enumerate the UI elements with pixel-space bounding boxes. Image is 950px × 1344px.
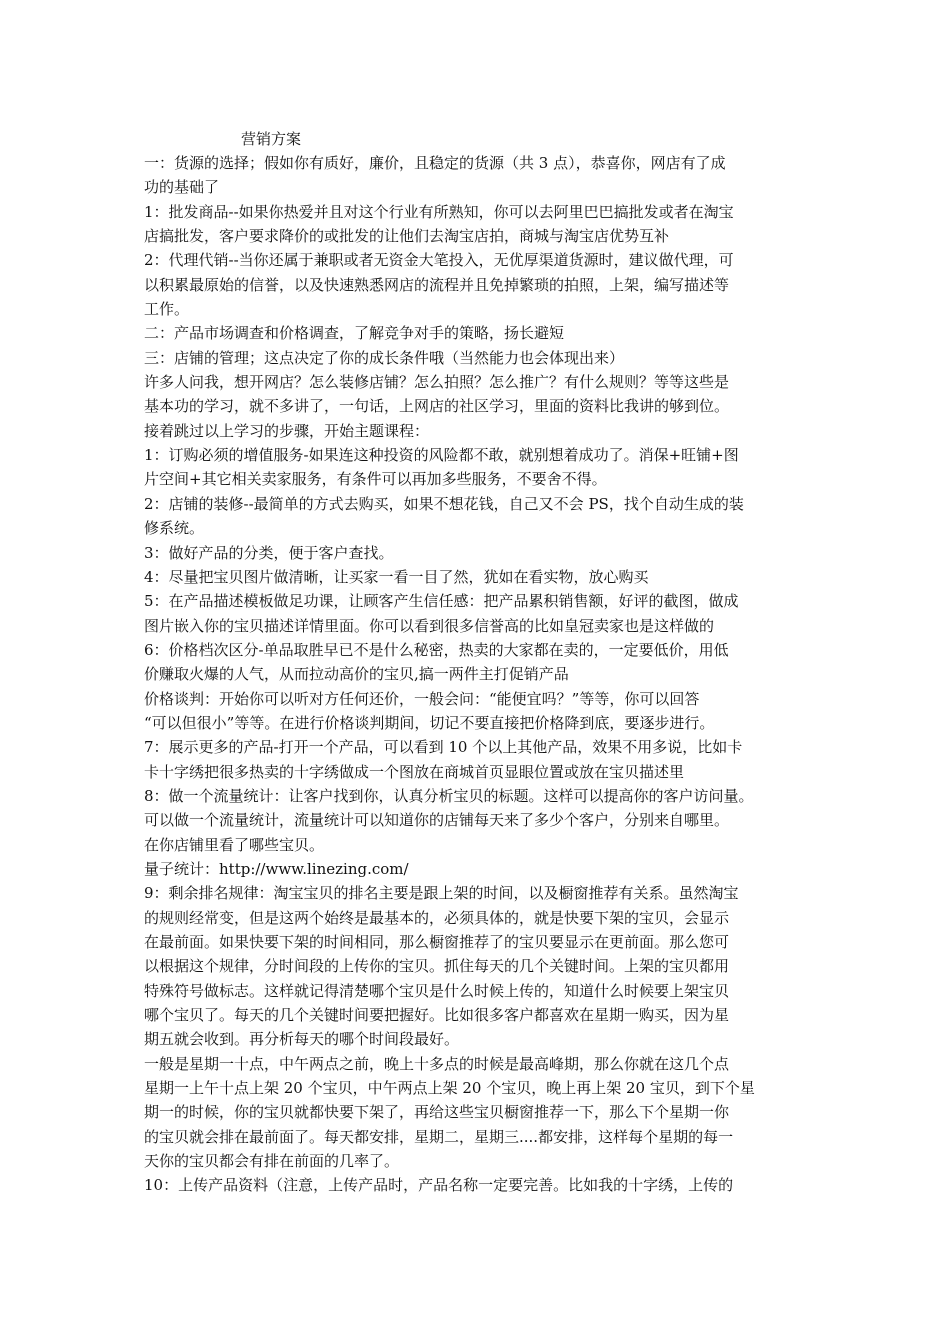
- text-line: 价格谈判：开始你可以听对方任何还价，一般会问：“能便宜吗？”等等，你可以回答: [144, 689, 700, 708]
- text-line: 哪个宝贝了。每天的几个关键时间要把握好。比如很多客户都喜欢在星期一购买，因为星: [144, 1006, 730, 1025]
- text-line: 二：产品市场调查和价格调查，了解竞争对手的策略，扬长避短: [144, 324, 565, 343]
- text-line: 功的基础了: [144, 178, 220, 197]
- text-line: 量子统计：http://www.linezing.com/: [144, 859, 409, 878]
- paragraph: [144, 248, 824, 321]
- text-line: 2：代理代销--当你还属于兼职或者无资金大笔投入，无优厚渠道货源时，建议做代理，可: [144, 251, 734, 270]
- paragraph: [144, 200, 824, 249]
- paragraph: [144, 443, 824, 492]
- paragraph: [144, 881, 824, 1051]
- text-line: 许多人问我，想开网店？怎么装修店铺？怎么拍照？怎么推广？有什么规则？等等这些是: [144, 373, 730, 392]
- paragraph: [144, 419, 824, 443]
- paragraph: [144, 638, 824, 687]
- paragraph: [144, 370, 824, 419]
- text-line: 6：价格档次区分-单品取胜早已不是什么秘密，热卖的大家都在卖的，一定要低价，用低: [144, 640, 729, 659]
- text-line: 期五就会收到。再分析每天的哪个时间段最好。: [144, 1030, 460, 1049]
- text-line: 期一的时候，你的宝贝就都快要下架了，再给这些宝贝橱窗推荐一下，那么下个星期一你: [144, 1103, 730, 1122]
- text-line: 片空间+其它相关卖家服务，有条件可以再加多些服务，不要舍不得。: [144, 470, 607, 489]
- document-body: [144, 151, 824, 1198]
- paragraph: [144, 565, 824, 589]
- text-line: 9：剩余排名规律：淘宝宝贝的排名主要是跟上架的时间，以及橱窗推荐有关系。虽然淘宝: [144, 884, 739, 903]
- paragraph: [144, 784, 824, 857]
- text-line: 8：做一个流量统计：让客户找到你，认真分析宝贝的标题。这样可以提高你的客户访问量。: [144, 786, 754, 805]
- text-line: 图片嵌入你的宝贝描述详情里面。你可以看到很多信誉高的比如皇冠卖家也是这样做的: [144, 616, 715, 635]
- text-line: 一般是星期一十点，中午两点之前，晚上十多点的时候是最高峰期，那么你就在这几个点: [144, 1054, 730, 1073]
- paragraph: [144, 1173, 824, 1197]
- text-line: 在你店铺里看了哪些宝贝。: [144, 835, 325, 854]
- text-line: 以积累最原始的信誉，以及快速熟悉网店的流程并且免掉繁琐的拍照，上架，编写描述等: [144, 275, 730, 294]
- text-line: 一：货源的选择；假如你有质好，廉价，且稳定的货源（共 3 点），恭喜你，网店有了成: [144, 154, 726, 172]
- text-line: 1：批发商品--如果你热爱并且对这个行业有所熟知，你可以去阿里巴巴搞批发或者在淘宝: [144, 202, 734, 221]
- text-line: 基本功的学习，就不多讲了，一句话，上网店的社区学习，里面的资料比我讲的够到位。: [144, 397, 730, 416]
- paragraph: [144, 321, 824, 345]
- text-line: 可以做一个流量统计，流量统计可以知道你的店铺每天来了多少个客户，分别来自哪里。: [144, 811, 730, 830]
- text-line: 三：店铺的管理；这点决定了你的成长条件哦（当然能力也会体现出来）: [144, 348, 625, 367]
- text-line: 的宝贝就会排在最前面了。每天都安排，星期二，星期三....都安排，这样每个星期的每一: [144, 1127, 734, 1146]
- paragraph: [144, 151, 824, 200]
- text-line: 的规则经常变，但是这两个始终是最基本的，必须具体的，就是快要下架的宝贝，会显示: [144, 908, 730, 927]
- paragraph: [144, 492, 824, 541]
- text-line: 修系统。: [144, 519, 205, 538]
- paragraph: [144, 541, 824, 565]
- text-line: 工作。: [144, 300, 190, 319]
- text-line: 店搞批发，客户要求降价的或批发的让他们去淘宝店拍，商城与淘宝店优势互补: [144, 227, 670, 246]
- paragraph: [144, 857, 824, 881]
- document-title: 营销方案: [241, 130, 302, 148]
- text-line: 价赚取火爆的人气，从而拉动高价的宝贝,搞一两件主打促销产品: [144, 665, 569, 684]
- text-line: 天你的宝贝都会有排在前面的几率了。: [144, 1152, 400, 1171]
- text-line: 卡十字绣把很多热卖的十字绣做成一个图放在商城首页显眼位置或放在宝贝描述里: [144, 762, 685, 781]
- paragraph: [144, 735, 824, 784]
- paragraph: [144, 346, 824, 370]
- text-line: 3：做好产品的分类，便于客户查找。: [144, 543, 394, 562]
- text-line: 4：尽量把宝贝图片做清晰，让买家一看一目了然，犹如在看实物，放心购买: [144, 567, 649, 586]
- text-line: 以根据这个规律，分时间段的上传你的宝贝。抓住每天的几个关键时间。上架的宝贝都用: [144, 957, 730, 976]
- text-line: 5：在产品描述模板做足功课，让顾客产生信任感：把产品累积销售额，好评的截图，做成: [144, 592, 739, 611]
- text-line: 星期一上午十点上架 20 个宝贝，中午两点上架 20 个宝贝，晚上再上架 20 宝贝，到下个星: [144, 1079, 755, 1098]
- text-line: 10：上传产品资料（注意，上传产品时，产品名称一定要完善。比如我的十字绣，上传的: [144, 1176, 734, 1195]
- text-line: 7：展示更多的产品-打开一个产品，可以看到 10 个以上其他产品，效果不用多说，比如卡: [144, 738, 743, 757]
- text-line: 2：店铺的装修--最简单的方式去购买，如果不想花钱，自己又不会 PS，找个自动生成的装: [144, 494, 744, 513]
- paragraph: [144, 687, 824, 736]
- text-line: 1：订购必须的增值服务-如果连这种投资的风险都不敢，就别想着成功了。消保+旺铺+图: [144, 446, 739, 465]
- paragraph: [144, 589, 824, 638]
- text-line: 在最前面。如果快要下架的时间相同，那么橱窗推荐了的宝贝要显示在更前面。那么您可: [144, 933, 730, 951]
- text-line: “可以但很小”等等。在进行价格谈判期间，切记不要直接把价格降到底，要逐步进行。: [144, 713, 715, 732]
- text-line: 接着跳过以上学习的步骤，开始主题课程：: [144, 421, 430, 440]
- paragraph: [144, 1052, 824, 1174]
- text-line: 特殊符号做标志。这样就记得清楚哪个宝贝是什么时候上传的，知道什么时候要上架宝贝: [144, 981, 730, 1000]
